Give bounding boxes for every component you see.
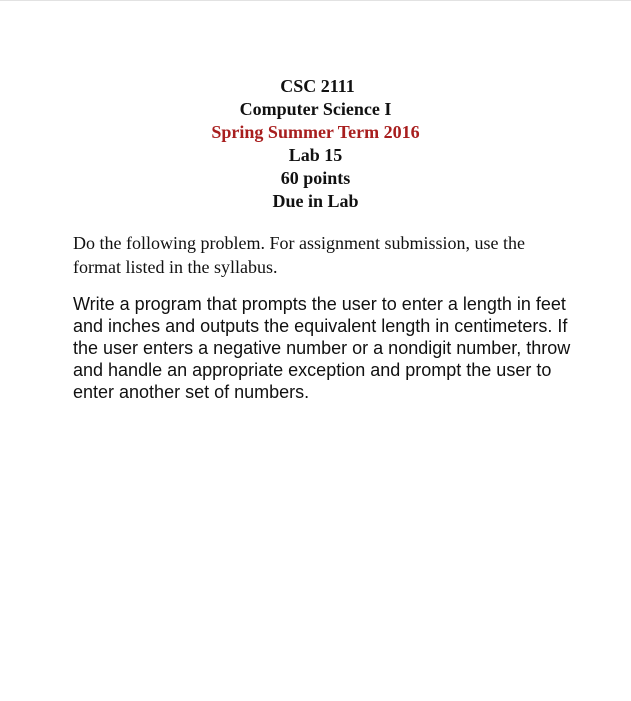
problem-statement: Write a program that prompts the user to enter a length in feet and inches and outputs the equivalent length in centimeters. If the user enters a negative number or a nondigit number, throw and handle an appropriate exception and prompt the user to enter another set of numbers. bbox=[73, 294, 571, 402]
lab-number: Lab 15 bbox=[288, 145, 343, 165]
document-page bbox=[0, 1, 631, 701]
assignment-header bbox=[0, 75, 631, 213]
points-value: 60 points bbox=[280, 168, 351, 188]
course-code: CSC 2111 bbox=[280, 76, 355, 96]
due-info: Due in Lab bbox=[272, 191, 359, 211]
term-label: Spring Summer Term 2016 bbox=[211, 122, 420, 142]
course-name: Computer Science I bbox=[239, 99, 392, 119]
instructions-paragraph: Do the following problem. For assignment submission, use the format listed in the syllabus. bbox=[73, 233, 525, 277]
